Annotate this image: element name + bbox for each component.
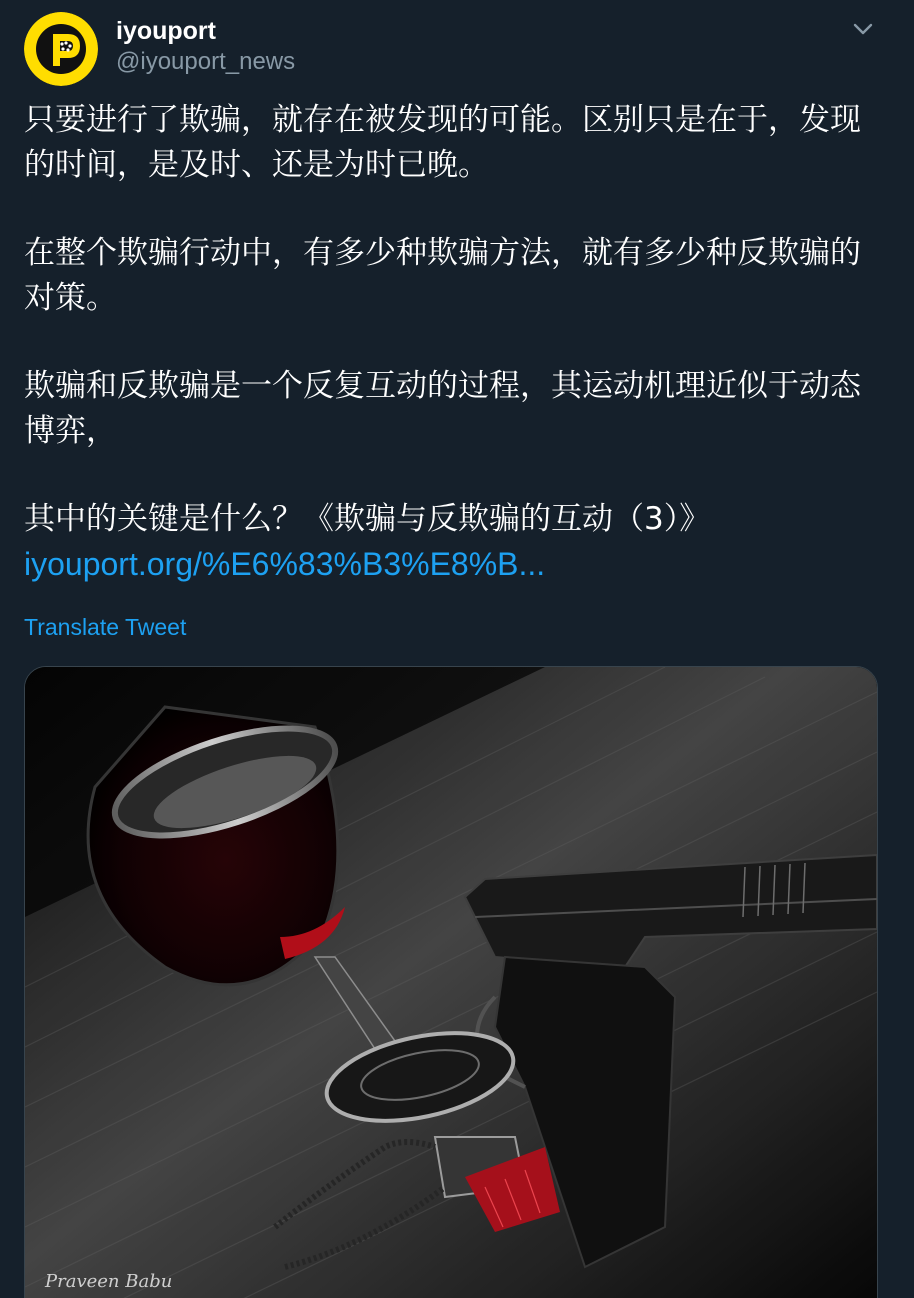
tweet-paragraph: 其中的关键是什么？《欺骗与反欺骗的互动（3）》 (24, 501, 711, 537)
photographer-signature: Praveen Babu (45, 1271, 173, 1292)
tweet-paragraph: 只要进行了欺骗，就存在被发现的可能。区别只是在于，发现的时间，是及时、还是为时已晚。 (24, 102, 861, 183)
tweet-paragraph: 在整个欺骗行动中，有多少种欺骗方法，就有多少种反欺骗的对策。 (24, 235, 861, 316)
author-handle[interactable]: @iyouport_news (116, 48, 296, 75)
pirate-party-flag-icon (24, 12, 98, 86)
avatar[interactable] (24, 12, 98, 86)
tweet-text (24, 98, 864, 588)
author-display-name[interactable]: iyouport (116, 17, 216, 45)
tweet-menu-button[interactable] (846, 14, 880, 44)
chevron-down-icon (846, 14, 880, 44)
tweet-paragraph: 欺骗和反欺骗是一个反复互动的过程，其运动机理近似于动态博弈， (24, 368, 861, 449)
tweet-media[interactable] (24, 666, 878, 1298)
translate-tweet-link[interactable]: Translate Tweet (24, 614, 187, 640)
wine-glass-and-pistol-photo (25, 667, 877, 1298)
tweet-link[interactable]: iyouport.org/%E6%83%B3%E8%B... (24, 546, 546, 582)
